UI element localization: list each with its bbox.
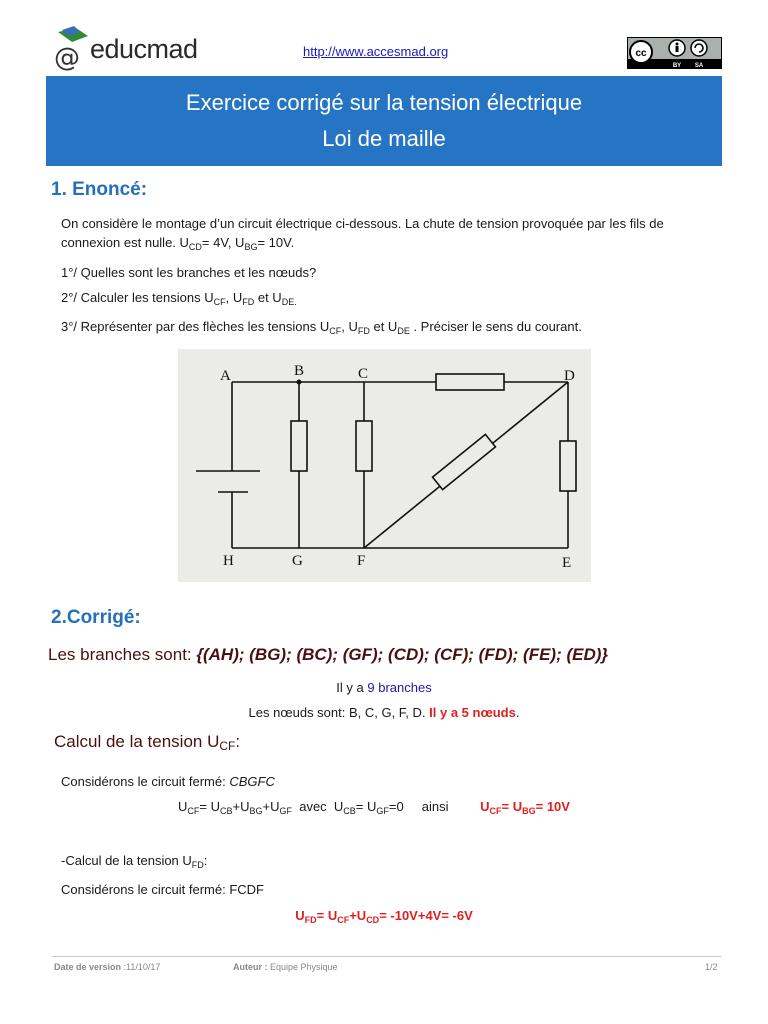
node-b-dot — [297, 380, 302, 385]
page-title: Exercice corrigé sur la tension électrique — [185, 90, 583, 115]
label-b: B — [294, 363, 305, 379]
resistor-de — [560, 441, 576, 491]
ufd-circuit: Considérons le circuit fermé: FCDF — [61, 882, 264, 897]
footer-page-number: 1/2 — [705, 962, 718, 972]
site-link[interactable]: http://www.accesmad.org — [303, 44, 449, 59]
footer-divider — [52, 956, 722, 957]
logo-text: educmad — [90, 34, 198, 64]
nodes-line: Les nœuds sont: B, C, G, F, D. Il y a 5 nœuds. — [248, 705, 520, 720]
resistor-cf — [356, 421, 372, 471]
footer-date: Date de version :11/10/17 — [54, 962, 161, 972]
label-f: F — [357, 553, 366, 569]
branches-count: Il y a 9 branches — [336, 680, 432, 695]
intro-line-2: connexion est nulle. $U_{CD}= 4V$, $U_{BG}= 10V$. — [61, 235, 295, 252]
label-g: G — [292, 553, 303, 569]
label-c: C — [358, 366, 369, 382]
ucf-heading: Calcul de la tension $U_{CF}$: — [54, 732, 241, 753]
question-3: 3°/ Représenter par des flèches les tensions $U_{CF}$, $U_{FD}$ et $U_{DE}$ . Préciser le sens du courant. — [61, 319, 582, 336]
section-heading-corrige: 2.Corrigé: — [51, 607, 141, 628]
intro-line-1: On considère le montage d’un circuit électrique ci-dessous. La chute de tension provoquée par les fils de — [61, 216, 664, 231]
resistor-cd — [436, 374, 504, 390]
section-heading-enonce: 1. Enoncé: — [51, 179, 148, 200]
ufd-heading: -Calcul de la tension $U_{FD}$: — [61, 853, 208, 870]
ufd-equation: $U_{FD}= U_{CF}+U_{CD}= -10V+4V= -6V$ — [295, 908, 473, 925]
resistor-bg — [291, 421, 307, 471]
label-a: A — [220, 368, 231, 384]
ucf-equation: $U_{CF}= U_{CB}+U_{BG}+U_{GF}$ avec $U_{CB}= U_{GF}=0$ ainsi $U_{CF}= U_{BG}= 10V$ — [178, 799, 570, 816]
question-2: 2°/ Calculer les tensions $U_{CF}$, $U_{FD}$ et $U_{DE.}$ — [61, 290, 297, 307]
ucf-circuit: Considérons le circuit fermé: CBGFC — [61, 774, 275, 789]
svg-text:@: @ — [54, 43, 80, 72]
title-banner — [46, 76, 722, 166]
circuit-diagram — [178, 349, 591, 582]
label-h: H — [223, 553, 234, 569]
license-sa: SA — [694, 63, 704, 69]
branches-line: Les branches sont: {(AH); (BG); (BC); (GF); (CD); (CF); (FD); (FE); (ED)} — [48, 645, 609, 664]
label-d: D — [564, 368, 575, 384]
question-1: 1°/ Quelles sont les branches et les nœuds? — [61, 265, 317, 280]
resistor-fd — [433, 434, 496, 489]
license-by: BY — [672, 63, 682, 69]
footer-author: Auteur : Equipe Physique — [233, 962, 338, 972]
label-e: E — [562, 555, 572, 571]
svg-text:cc: cc — [635, 48, 647, 59]
page-subtitle: Loi de maille — [322, 126, 446, 151]
ucf-result: $U_{CF}= U_{BG}= 10V$ — [480, 799, 570, 816]
cc-license-badge — [627, 37, 722, 69]
